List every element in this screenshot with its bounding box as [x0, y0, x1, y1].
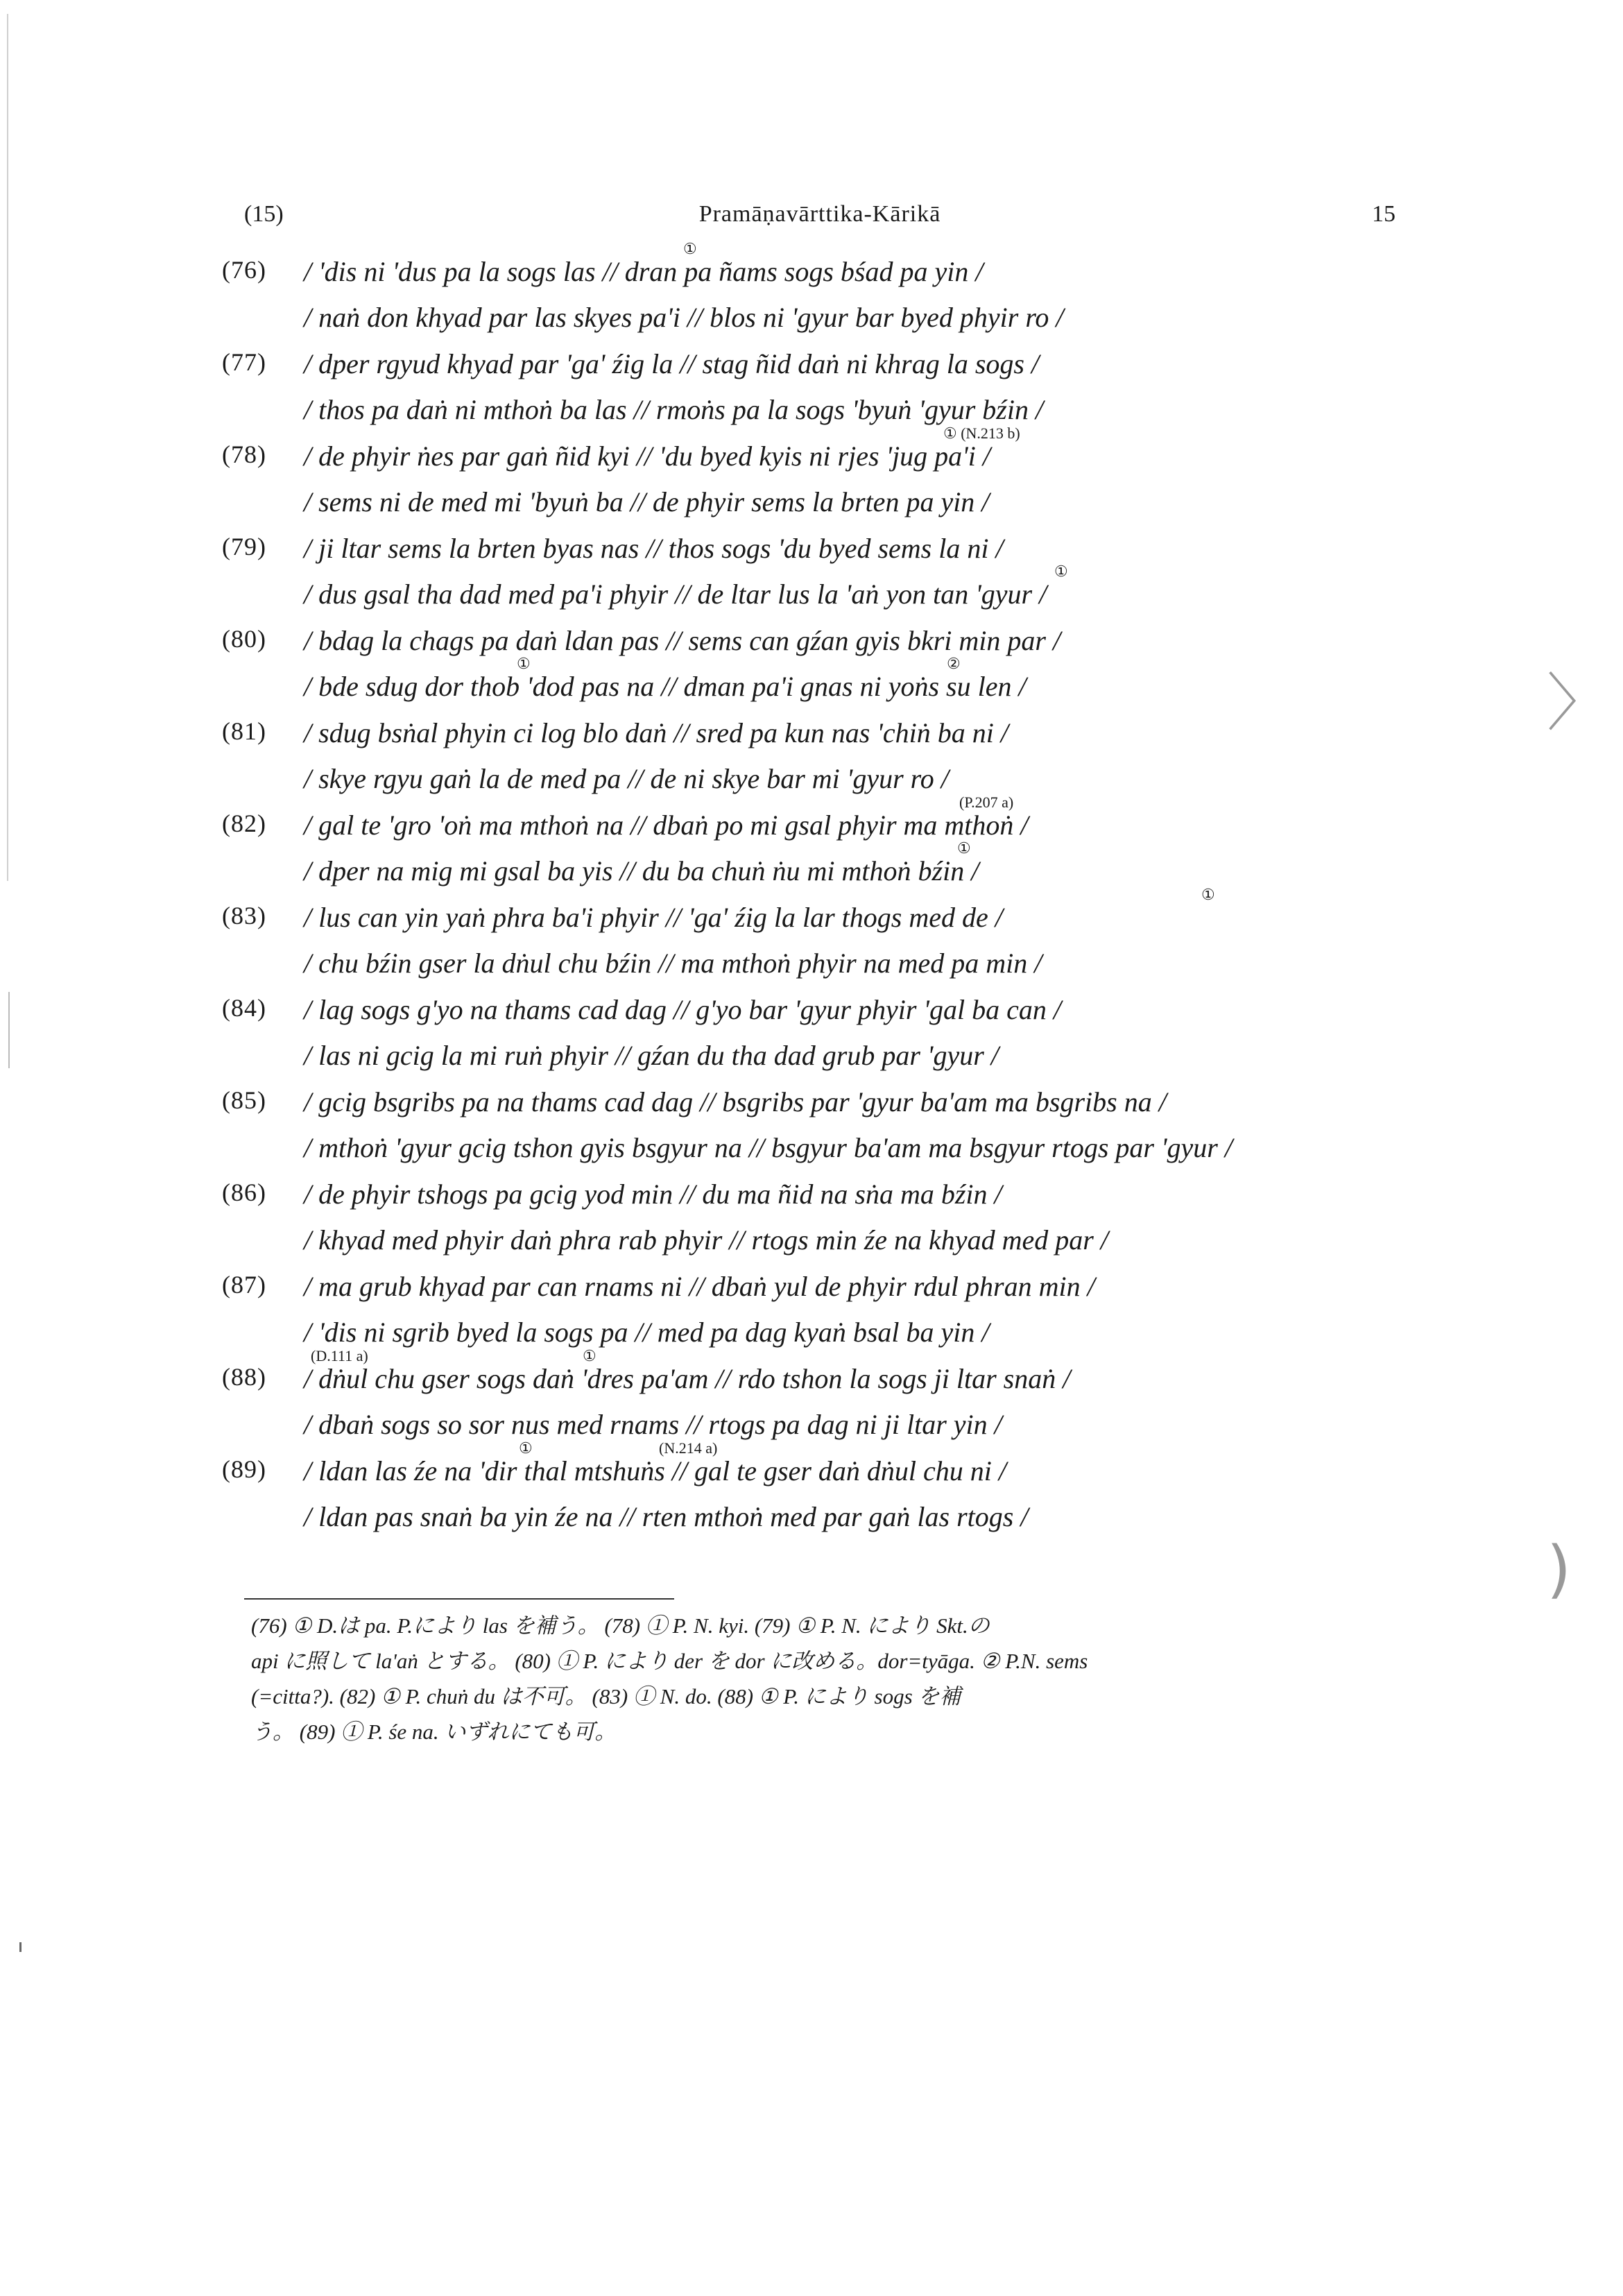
- verse-line: [222, 993, 1470, 1039]
- footnote-line: (76) ① D.は pa. P.により las を補う。 (78) ① P. N. kyi. (79) ① P. N. により Skt.の: [251, 1613, 990, 1638]
- verse-line: [222, 670, 1470, 716]
- verse-number: (89): [222, 1455, 266, 1483]
- page-reference: (P.207 a): [959, 794, 1014, 811]
- footnote-line: う。 (89) ① P. śe na. いずれにても可。: [251, 1720, 617, 1744]
- verse-line: [222, 440, 1470, 486]
- verse-line: [222, 624, 1470, 670]
- variant-marker: ①: [683, 240, 697, 257]
- variant-marker: ①: [583, 1347, 596, 1364]
- verse-text: / dus gsal tha dad med pa'i phyir // de ltar lus la 'aṅ yon tan 'gyur /: [304, 579, 1047, 610]
- scan-edge-mark: [19, 1942, 22, 1952]
- verse-text: / dbaṅ sogs so sor nus med rnams // rtogs pa dag ni ji ltar yin /: [304, 1409, 1002, 1440]
- verse-line: [222, 1316, 1470, 1362]
- verse-text: / sdug bsṅal phyin ci log blo daṅ // sred pa kun nas 'chiṅ ba ni /: [304, 717, 1008, 748]
- verse-text: / dper na mig mi gsal ba yis // du ba chuṅ ṅu mi mthoṅ bźin /: [304, 855, 979, 886]
- verse-line: [222, 393, 1470, 439]
- verse-number: (83): [222, 902, 266, 929]
- verse-line: [222, 1270, 1470, 1316]
- page-number: 15: [1372, 201, 1396, 227]
- variant-marker: ①: [1201, 886, 1215, 903]
- verse-line: [222, 947, 1470, 993]
- verse-line: [222, 486, 1470, 531]
- verse-line: [222, 1178, 1470, 1224]
- verse-text: / 'dis ni sgrib byed la sogs pa // med pa dag kyaṅ bsal ba yin /: [304, 1317, 990, 1348]
- verse-number: (76): [222, 256, 266, 284]
- running-title: Pramāṇavārttika-Kārikā: [698, 201, 941, 227]
- verse-number: (88): [222, 1363, 266, 1391]
- section-number: (15): [244, 201, 284, 227]
- verse-number: (78): [222, 440, 266, 468]
- verse-text: / sems ni de med mi 'byuṅ ba // de phyir sems la brten pa yin /: [304, 486, 990, 517]
- verse-text: / naṅ don khyad par las skyes pa'i // blos ni 'gyur bar byed phyir ro /: [304, 302, 1064, 333]
- variant-marker: ①: [519, 1439, 533, 1457]
- page-header: [244, 201, 1396, 236]
- verse-text: / de phyir ṅes par gaṅ ñid kyi // 'du byed kyis ni rjes 'jug pa'i /: [304, 440, 990, 472]
- page-reference: (N.214 a): [659, 1439, 718, 1457]
- verse-text: / ldan las źe na 'dir thal mtshuṅs // gal te gser daṅ dṅul chu ni /: [304, 1455, 1007, 1487]
- variant-marker: ① (N.213 b): [943, 425, 1020, 442]
- verse-number: (86): [222, 1179, 266, 1206]
- verse-line: [222, 901, 1470, 947]
- binding-bracket-mark: ): [1547, 1533, 1572, 1606]
- scan-edge-mark: [7, 14, 8, 881]
- verse-text: / ma grub khyad par can rnams ni // dbaṅ yul de phyir rdul phran min /: [304, 1271, 1095, 1302]
- verse-text: / lus can yin yaṅ phra ba'i phyir // 'ga' źig la lar thogs med de /: [304, 902, 1003, 933]
- verse-number: (84): [222, 994, 266, 1022]
- verse-text: / bde sdug dor thob 'dod pas na // dman pa'i gnas ni yoṅs su len /: [304, 671, 1027, 702]
- verse-text: / thos pa daṅ ni mthoṅ ba las // rmoṅs pa la sogs 'byuṅ 'gyur bźin /: [304, 394, 1044, 425]
- verse-text: / las ni gcig la mi ruṅ phyir // gźan du tha dad grub par 'gyur /: [304, 1040, 999, 1071]
- verse-line: [222, 532, 1470, 578]
- verse-text: / skye rgyu gaṅ la de med pa // de ni skye bar mi 'gyur ro /: [304, 763, 949, 794]
- verse-text: / bdag la chags pa daṅ ldan pas // sems can gźan gyis bkri min par /: [304, 625, 1061, 656]
- footnote-line: api に照して la'aṅ とする。 (80) ① P. により der を dor に改める。dor=tyāga. ② P.N. sems: [251, 1649, 1088, 1673]
- verse-line: [222, 762, 1470, 808]
- verse-number: (82): [222, 809, 266, 837]
- verse-line: [222, 578, 1470, 624]
- verse-line: [222, 1500, 1470, 1546]
- verse-text: / gal te 'gro 'oṅ ma mthoṅ na // dbaṅ po mi gsal phyir ma mthoṅ /: [304, 809, 1029, 841]
- verse-number: (77): [222, 348, 266, 376]
- verse-line: [222, 1224, 1470, 1269]
- verse-text: / 'dis ni 'dus pa la sogs las // dran pa ñams sogs bśad pa yin /: [304, 256, 984, 287]
- variant-marker: ①: [957, 839, 971, 857]
- verse-text: / ji ltar sems la brten byas nas // thos sogs 'du byed sems la ni /: [304, 533, 1004, 564]
- verse-text: / ldan pas snaṅ ba yin źe na // rten mthoṅ med par gaṅ las rtogs /: [304, 1501, 1029, 1532]
- variant-marker: ②: [947, 655, 961, 672]
- verse-line: [222, 1455, 1470, 1500]
- footnote-divider: [244, 1598, 674, 1600]
- verse-line: [222, 1131, 1470, 1177]
- binding-bracket-mark: 〉: [1547, 667, 1609, 739]
- verse-line: [222, 855, 1470, 900]
- footnotes: [251, 1608, 1416, 1749]
- verse-text: / lag sogs g'yo na thams cad dag // g'yo bar 'gyur phyir 'gal ba can /: [304, 994, 1061, 1025]
- verse-line: [222, 255, 1470, 301]
- verse-text: / de phyir tshogs pa gcig yod min // du ma ñid na sṅa ma bźin /: [304, 1179, 1002, 1210]
- verse-line: [222, 1408, 1470, 1454]
- verse-line: [222, 1039, 1470, 1085]
- page-reference: (D.111 a): [311, 1347, 368, 1364]
- verse-line: [222, 301, 1470, 347]
- verse-text: / dṅul chu gser sogs daṅ 'dres pa'am // rdo tshon la sogs ji ltar snaṅ /: [304, 1363, 1071, 1394]
- variant-marker: ①: [517, 655, 531, 672]
- verse-line: [222, 1086, 1470, 1131]
- verse-line: [222, 348, 1470, 393]
- verse-text: / mthoṅ 'gyur gcig tshon gyis bsgyur na // bsgyur ba'am ma bsgyur rtogs par 'gyur /: [304, 1132, 1233, 1163]
- footnote-line: (=citta?). (82) ① P. chuṅ du は不可。 (83) ① N. do. (88) ① P. により sogs を補: [251, 1684, 961, 1708]
- verse-text: / dper rgyud khyad par 'ga' źig la // stag ñid daṅ ni khrag la sogs /: [304, 348, 1040, 379]
- verse-number: (79): [222, 533, 266, 560]
- variant-marker: ①: [1054, 563, 1068, 580]
- verse-line: [222, 717, 1470, 762]
- scan-edge-mark: [8, 992, 10, 1068]
- verse-number: (85): [222, 1086, 266, 1114]
- verse-number: (81): [222, 717, 266, 745]
- verse-text: / khyad med phyir daṅ phra rab phyir // rtogs min źe na khyad med par /: [304, 1224, 1108, 1256]
- verse-text: / gcig bsgribs pa na thams cad dag // bsgribs par 'gyur ba'am ma bsgribs na /: [304, 1086, 1167, 1117]
- verse-line: [222, 1362, 1470, 1408]
- verse-number: (80): [222, 625, 266, 653]
- verse-number: (87): [222, 1271, 266, 1299]
- verse-line: [222, 809, 1470, 855]
- verse-text: / chu bźin gser la dṅul chu bźin // ma mthoṅ phyir na med pa min /: [304, 948, 1042, 979]
